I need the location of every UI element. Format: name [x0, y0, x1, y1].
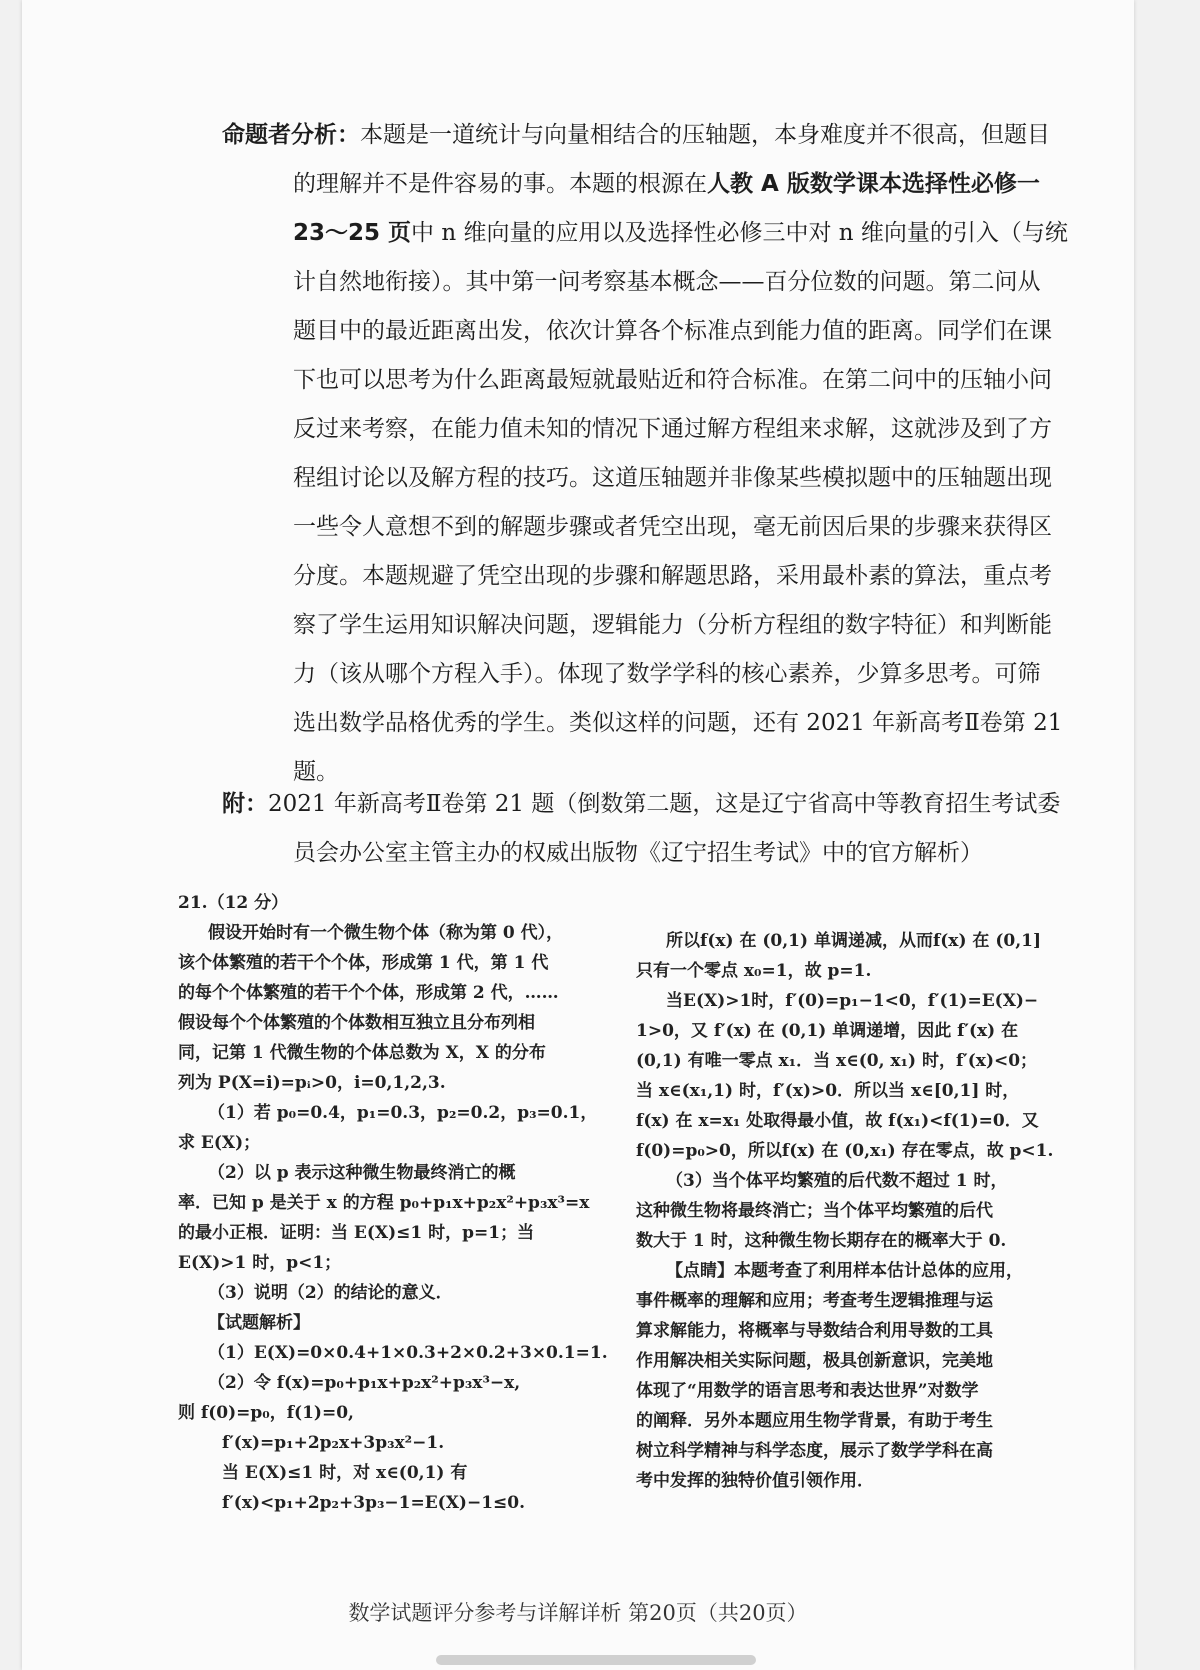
- comment-line: 事件概率的理解和应用；考查考生逻辑推理与运: [636, 1291, 993, 1311]
- problem-line: E(X)>1 时，p<1；: [178, 1253, 342, 1273]
- solution-line: f(0)=p₀>0，所以f(x) 在 (0,x₁) 存在零点，故 p<1.: [636, 1141, 1054, 1161]
- solution-line: 所以f(x) 在 (0,1) 单调递减，从而f(x) 在 (0,1]: [666, 931, 1041, 951]
- solution-line: (0,1) 有唯一零点 x₁．当 x∈(0, x₁) 时，f′(x)<0；: [636, 1051, 1038, 1071]
- analysis-line: 题。: [293, 759, 339, 785]
- solution-line: 1>0，又 f′(x) 在 (0,1) 单调递增，因此 f′(x) 在: [636, 1021, 1019, 1041]
- appendix: [222, 780, 1072, 878]
- appendix-line: 2021 年新高考Ⅱ卷第 21 题（倒数第二题，这是辽宁省高中等教育招生考试委: [268, 791, 1061, 817]
- analysis-line: 力（该从哪个方程入手）。体现了数学学科的核心素养，少算多思考。可筛: [293, 661, 1041, 687]
- solution-line: （3）当个体平均繁殖的后代数不超过 1 时，: [666, 1171, 1008, 1191]
- analysis-line: 察了学生运用知识解决问题，逻辑能力（分析方程组的数字特征）和判断能: [293, 612, 1052, 638]
- analysis-line: 反过来考察，在能力值未知的情况下通过解方程组来求解，这就涉及到了方: [293, 416, 1052, 442]
- solution-line: 当 x∈(x₁,1) 时，f′(x)>0．所以当 x∈[0,1] 时，: [636, 1081, 1020, 1101]
- problem-line: 假设每个个体繁殖的个体数相互独立且分布列相: [178, 1013, 535, 1033]
- comment-line: 树立科学精神与科学态度，展示了数学学科在高: [636, 1441, 993, 1461]
- author-analysis: [222, 111, 1072, 797]
- problem-line: 求 E(X)；: [178, 1133, 261, 1153]
- analysis-line: 程组讨论以及解方程的技巧。这道压轴题并非像某些模拟题中的压轴题出现: [293, 465, 1052, 491]
- analysis-line: 选出数学品格优秀的学生。类似这样的问题，还有 2021 年新高考Ⅱ卷第 21: [293, 710, 1063, 736]
- analysis-line: 题目中的最近距离出发，依次计算各个标准点到能力值的距离。同学们在课: [293, 318, 1052, 344]
- document-page: [22, 0, 1134, 1670]
- analysis-line: 分度。本题规避了凭空出现的步骤和解题思路，采用最朴素的算法，重点考: [293, 563, 1052, 589]
- analysis-emphasis: 人教 A 版数学课本选择性必修一: [707, 171, 1040, 197]
- solution-line: f′(x)<p₁+2p₂+3p₃−1=E(X)−1≤0.: [222, 1493, 526, 1513]
- solution-line: 则 f(0)=p₀，f(1)=0,: [178, 1403, 354, 1423]
- solution-line: f(x) 在 x=x₁ 处取得最小值，故 f(x₁)<f(1)=0．又: [636, 1111, 1039, 1131]
- problem-column: [178, 888, 622, 1518]
- problem-line: 假设开始时有一个微生物个体（称为第 0 代），: [208, 923, 564, 943]
- problem-line: 的每个个体繁殖的若干个个体，形成第 2 代，……: [178, 983, 559, 1003]
- problem-line: 列为 P(X=i)=pᵢ>0，i=0,1,2,3.: [178, 1073, 446, 1093]
- analysis-line: 计自然地衔接）。其中第一问考察基本概念——百分位数的问题。第二问从: [293, 269, 1041, 295]
- problem-line: 率．已知 p 是关于 x 的方程 p₀+p₁x+p₂x²+p₃x³=x: [178, 1193, 590, 1213]
- problem-line: （2）以 p 表示这种微生物最终消亡的概: [208, 1163, 516, 1183]
- comment-line: 的阐释．另外本题应用生物学背景，有助于考生: [636, 1411, 993, 1431]
- solution-line: （1）E(X)=0×0.4+1×0.3+2×0.2+3×0.1=1.: [208, 1343, 608, 1363]
- comment-line: 作用解决相关实际问题，极具创新意识，完美地: [636, 1351, 993, 1371]
- comment-line: 算求解能力，将概率与导数结合利用导数的工具: [636, 1321, 993, 1341]
- problem-line: 该个体繁殖的若干个个体，形成第 1 代，第 1 代: [178, 953, 549, 973]
- analysis-line: 一些令人意想不到的解题步骤或者凭空出现，毫无前因后果的步骤来获得区: [293, 514, 1052, 540]
- appendix-label: 附：: [222, 791, 268, 817]
- analysis-line: 本题是一道统计与向量相结合的压轴题，本身难度并不很高，但题目: [360, 122, 1050, 148]
- analysis-line: 中 n 维向量的应用以及选择性必修三中对 n 维向量的引入（与统: [411, 220, 1068, 246]
- problem-line: 同，记第 1 代微生物的个体总数为 X，X 的分布: [178, 1043, 546, 1063]
- problem-line: 的最小正根．证明：当 E(X)≤1 时，p=1；当: [178, 1223, 535, 1243]
- solution-line: f′(x)=p₁+2p₂x+3p₃x²−1.: [222, 1433, 445, 1453]
- solution-line: 只有一个零点 x₀=1，故 p=1.: [636, 961, 872, 981]
- solution-label: 【试题解析】: [208, 1313, 310, 1333]
- solution-line: 这种微生物将最终消亡；当个体平均繁殖的后代: [636, 1201, 993, 1221]
- scrollbar[interactable]: [436, 1655, 756, 1665]
- problem-line: （3）说明（2）的结论的意义．: [208, 1283, 453, 1303]
- solution-column: [636, 926, 1076, 1496]
- comment-line: 体现了“用数学的语言思考和表达世界”对数学: [636, 1381, 979, 1401]
- comment-line: 【点睛】本题考查了利用样本估计总体的应用，: [666, 1261, 1023, 1281]
- analysis-line: 下也可以思考为什么距离最短就最贴近和符合标准。在第二问中的压轴小问: [293, 367, 1052, 393]
- solution-line: 数大于 1 时，这种微生物长期存在的概率大于 0.: [636, 1231, 1007, 1251]
- problem-line: （1）若 p₀=0.4，p₁=0.3，p₂=0.2，p₃=0.1，: [208, 1103, 598, 1123]
- analysis-label: 命题者分析：: [222, 122, 360, 148]
- solution-line: 当E(X)>1时，f′(0)=p₁−1<0，f′(1)=E(X)−: [666, 991, 1039, 1011]
- analysis-emphasis: 23～25 页: [293, 220, 412, 246]
- page-footer: 数学试题评分参考与详解详析 第20页（共20页）: [348, 1601, 808, 1625]
- appendix-line: 员会办公室主管主办的权威出版物《辽宁招生考试》中的官方解析）: [293, 840, 983, 866]
- analysis-line: 的理解并不是件容易的事。本题的根源在: [293, 171, 707, 197]
- problem-header: 21.（12 分）: [178, 893, 289, 913]
- solution-line: （2）令 f(x)=p₀+p₁x+p₂x²+p₃x³−x,: [208, 1373, 521, 1393]
- comment-line: 考中发挥的独特价值引领作用．: [636, 1471, 874, 1491]
- solution-line: 当 E(X)≤1 时，对 x∈(0,1) 有: [222, 1463, 468, 1483]
